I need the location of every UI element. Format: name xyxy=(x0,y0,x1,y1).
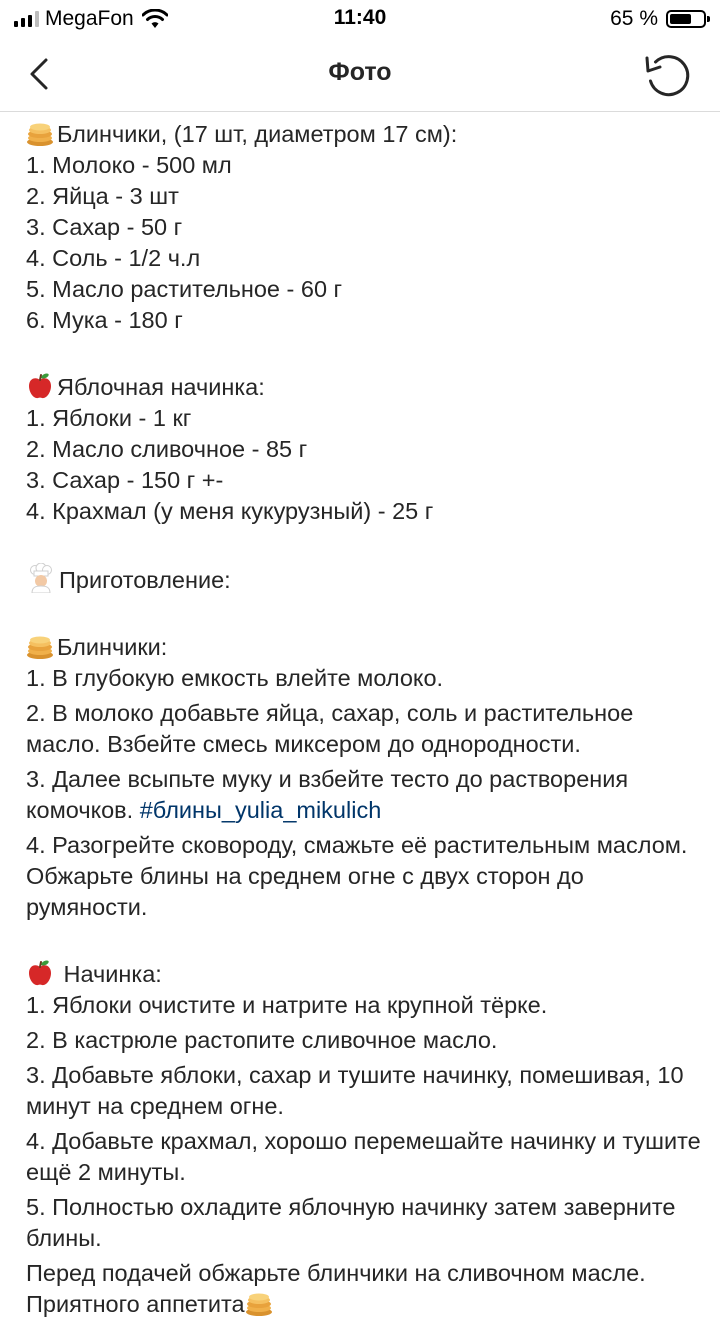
step-item: 2. В молоко добавьте яйца, сахар, соль и растительное масло. Взбейте смесь миксером до однородности. xyxy=(26,700,634,757)
ingredient-item: 4. Соль - 1/2 ч.л xyxy=(26,245,201,271)
pancakes-header-line xyxy=(26,119,706,150)
step-item: 1. Яблоки очистите и натрите на крупной тёрке. xyxy=(26,992,548,1018)
status-right xyxy=(610,6,706,32)
status-bar xyxy=(0,0,720,38)
status-time: 11:40 xyxy=(333,6,387,29)
apple-emoji-icon xyxy=(26,372,54,400)
step-item: 1. В глубокую емкость влейте молоко. xyxy=(26,665,444,691)
prep-header-line xyxy=(26,563,706,596)
page-title: Фото xyxy=(328,58,392,86)
pancakes-emoji-icon xyxy=(26,121,54,147)
ingredient-item: 1. Яблоки - 1 кг xyxy=(26,405,192,431)
battery-percent: 65 % xyxy=(610,7,658,30)
ingredient-item: 5. Масло растительное - 60 г xyxy=(26,276,343,302)
ingredient-item: 2. Масло сливочное - 85 г xyxy=(26,436,308,462)
ingredient-item: 2. Яйца - 3 шт xyxy=(26,183,179,209)
nav-bar xyxy=(0,38,720,112)
hashtag-link[interactable]: #блины_yulia_mikulich xyxy=(139,797,382,823)
pancakes-header: Блинчики, (17 шт, диаметром 17 см): xyxy=(57,121,458,147)
battery-icon xyxy=(666,10,706,28)
ingredient-item: 3. Сахар - 50 г xyxy=(26,214,183,240)
filling-steps-header: Начинка: xyxy=(63,961,162,987)
closing-text: Перед подачей обжарьте блинчики на сливочном масле. Приятного аппетита xyxy=(26,1260,646,1317)
chef-emoji-icon xyxy=(26,563,56,593)
undo-button[interactable] xyxy=(642,50,692,100)
filling-steps-header-line xyxy=(26,959,706,990)
step-item xyxy=(26,764,706,826)
apple-emoji-icon xyxy=(26,959,54,987)
filling-header: Яблочная начинка: xyxy=(57,374,265,400)
pancake-steps-header-line xyxy=(26,632,706,663)
step-item: 2. В кастрюле растопите сливочное масло. xyxy=(26,1027,498,1053)
pancakes-emoji-icon xyxy=(26,634,54,660)
pancake-steps-header: Блинчики: xyxy=(57,634,168,660)
ingredient-item: 4. Крахмал (у меня кукурузный) - 25 г xyxy=(26,498,434,524)
step-item: 4. Разогрейте сковороду, смажьте её растительным маслом. Обжарьте блины на среднем огне с двух сторон до румяности. xyxy=(26,832,688,920)
pancakes-emoji-icon xyxy=(245,1291,273,1317)
ingredient-item: 6. Мука - 180 г xyxy=(26,307,183,333)
closing-line xyxy=(26,1258,706,1320)
ingredient-item: 1. Молоко - 500 мл xyxy=(26,152,232,178)
prep-header: Приготовление: xyxy=(59,567,231,593)
undo-icon xyxy=(642,50,692,100)
step-item: 3. Добавьте яблоки, сахар и тушите начинку, помешивая, 10 минут на среднем огне. xyxy=(26,1062,684,1119)
ingredient-item: 3. Сахар - 150 г +- xyxy=(26,467,224,493)
carrier-name: MegaFon xyxy=(45,7,134,30)
step-text: 3. Далее всыпьте муку и взбейте тесто до растворения комочков. xyxy=(26,766,629,823)
step-item: 4. Добавьте крахмал, хорошо перемешайте начинку и тушите ещё 2 минуты. xyxy=(26,1128,701,1185)
filling-header-line xyxy=(26,372,706,403)
recipe-caption xyxy=(26,119,706,1320)
step-item: 5. Полностью охладите яблочную начинку затем заверните блины. xyxy=(26,1194,676,1251)
